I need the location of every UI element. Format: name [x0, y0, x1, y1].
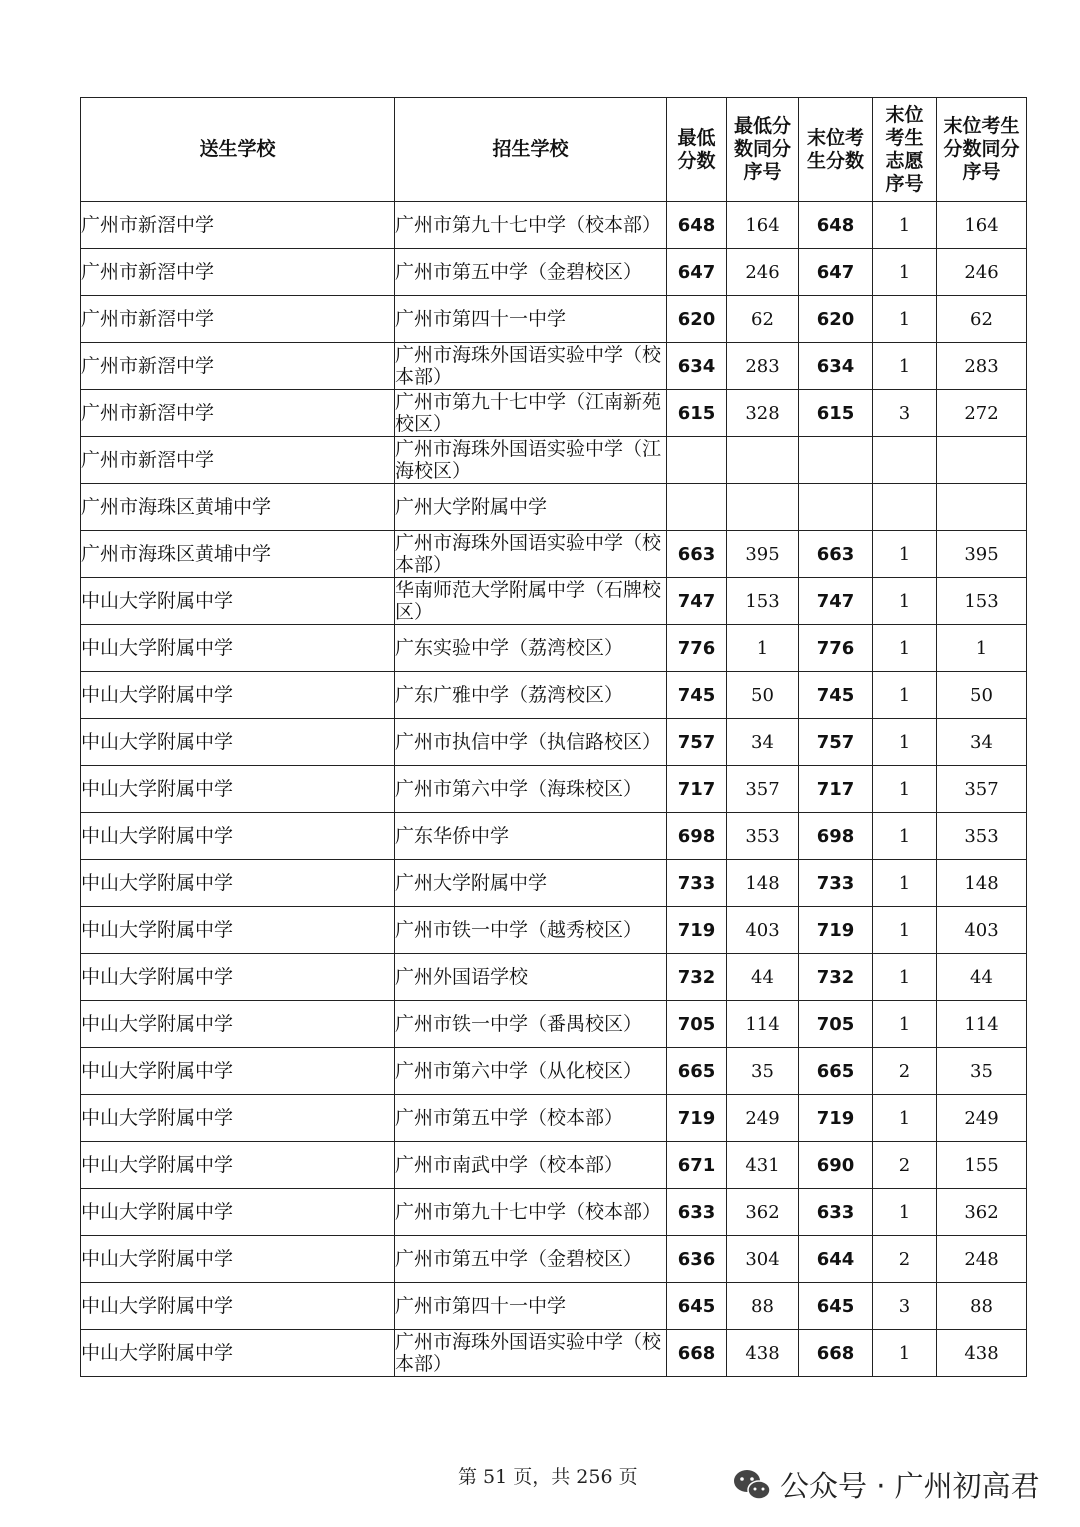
cell-min-score: 733	[667, 860, 727, 907]
cell-sending-school: 广州市新滘中学	[81, 390, 395, 437]
cell-min-score: 776	[667, 625, 727, 672]
cell-last-score: 717	[799, 766, 873, 813]
cell-enrolling-school: 广州外国语学校	[395, 954, 667, 1001]
cell-sending-school: 中山大学附属中学	[81, 1142, 395, 1189]
cell-sending-school: 中山大学附属中学	[81, 625, 395, 672]
header-min-score-tie-rank: 最低分数同分序号	[727, 98, 799, 202]
cell-last-choice-rank: 1	[873, 625, 937, 672]
cell-last-score: 663	[799, 531, 873, 578]
cell-min-score-tie-rank: 353	[727, 813, 799, 860]
table-row	[81, 1095, 1027, 1142]
cell-enrolling-school: 广州市铁一中学（番禺校区）	[395, 1001, 667, 1048]
cell-last-score-tie-rank: 357	[937, 766, 1027, 813]
cell-min-score: 665	[667, 1048, 727, 1095]
cell-enrolling-school: 广州市海珠外国语实验中学（校本部）	[395, 343, 667, 390]
cell-last-score: 747	[799, 578, 873, 625]
table-row	[81, 578, 1027, 625]
cell-enrolling-school: 广州市第六中学（海珠校区）	[395, 766, 667, 813]
table-row	[81, 1001, 1027, 1048]
cell-min-score: 634	[667, 343, 727, 390]
cell-last-choice-rank: 1	[873, 1001, 937, 1048]
cell-enrolling-school: 广东广雅中学（荔湾校区）	[395, 672, 667, 719]
cell-last-choice-rank: 2	[873, 1142, 937, 1189]
cell-min-score-tie-rank: 88	[727, 1283, 799, 1330]
cell-last-score-tie-rank: 148	[937, 860, 1027, 907]
cell-last-score: 647	[799, 249, 873, 296]
cell-sending-school: 中山大学附属中学	[81, 672, 395, 719]
cell-min-score-tie-rank: 431	[727, 1142, 799, 1189]
cell-last-score-tie-rank: 353	[937, 813, 1027, 860]
cell-min-score	[667, 484, 727, 531]
cell-last-score-tie-rank: 1	[937, 625, 1027, 672]
cell-min-score-tie-rank: 438	[727, 1330, 799, 1377]
cell-sending-school: 中山大学附属中学	[81, 1048, 395, 1095]
wechat-icon	[732, 1468, 772, 1502]
cell-min-score-tie-rank: 50	[727, 672, 799, 719]
cell-enrolling-school: 广州市第九十七中学（校本部）	[395, 1189, 667, 1236]
cell-last-score: 645	[799, 1283, 873, 1330]
table-row	[81, 766, 1027, 813]
table-row	[81, 907, 1027, 954]
cell-enrolling-school: 广东实验中学（荔湾校区）	[395, 625, 667, 672]
cell-last-score: 719	[799, 907, 873, 954]
cell-min-score-tie-rank	[727, 484, 799, 531]
cell-last-choice-rank: 1	[873, 719, 937, 766]
table-row	[81, 954, 1027, 1001]
cell-last-score-tie-rank: 62	[937, 296, 1027, 343]
cell-min-score: 633	[667, 1189, 727, 1236]
cell-min-score: 636	[667, 1236, 727, 1283]
cell-min-score-tie-rank	[727, 437, 799, 484]
cell-enrolling-school: 广州市第九十七中学（江南新苑校区）	[395, 390, 667, 437]
table-row	[81, 813, 1027, 860]
cell-last-score-tie-rank: 403	[937, 907, 1027, 954]
cell-sending-school: 广州市新滘中学	[81, 249, 395, 296]
cell-last-score: 615	[799, 390, 873, 437]
cell-last-choice-rank: 1	[873, 531, 937, 578]
table-row	[81, 1189, 1027, 1236]
cell-last-score: 732	[799, 954, 873, 1001]
cell-min-score-tie-rank: 304	[727, 1236, 799, 1283]
cell-last-choice-rank: 1	[873, 907, 937, 954]
cell-min-score-tie-rank: 34	[727, 719, 799, 766]
cell-last-score-tie-rank: 283	[937, 343, 1027, 390]
cell-sending-school: 中山大学附属中学	[81, 719, 395, 766]
cell-min-score: 668	[667, 1330, 727, 1377]
cell-last-choice-rank	[873, 484, 937, 531]
cell-min-score: 732	[667, 954, 727, 1001]
cell-sending-school: 中山大学附属中学	[81, 578, 395, 625]
table-row	[81, 249, 1027, 296]
cell-last-score: 665	[799, 1048, 873, 1095]
page-number: 第 51 页，共 256 页	[458, 1466, 638, 1488]
cell-min-score	[667, 437, 727, 484]
cell-last-score-tie-rank	[937, 437, 1027, 484]
table-row	[81, 1236, 1027, 1283]
cell-last-score-tie-rank: 164	[937, 202, 1027, 249]
cell-last-choice-rank: 3	[873, 1283, 937, 1330]
cell-last-score: 648	[799, 202, 873, 249]
cell-sending-school: 中山大学附属中学	[81, 1236, 395, 1283]
cell-last-score: 776	[799, 625, 873, 672]
cell-last-choice-rank: 1	[873, 860, 937, 907]
cell-min-score: 719	[667, 907, 727, 954]
cell-enrolling-school: 广州市南武中学（校本部）	[395, 1142, 667, 1189]
cell-last-score: 668	[799, 1330, 873, 1377]
admission-table	[80, 97, 1027, 1377]
cell-sending-school: 中山大学附属中学	[81, 766, 395, 813]
cell-last-score: 757	[799, 719, 873, 766]
cell-enrolling-school: 广州市海珠外国语实验中学（校本部）	[395, 531, 667, 578]
cell-last-score-tie-rank: 246	[937, 249, 1027, 296]
cell-min-score-tie-rank: 362	[727, 1189, 799, 1236]
table-row	[81, 1330, 1027, 1377]
cell-enrolling-school: 广州市海珠外国语实验中学（校本部）	[395, 1330, 667, 1377]
cell-last-choice-rank	[873, 437, 937, 484]
table-header	[81, 98, 1027, 202]
table-row	[81, 672, 1027, 719]
cell-sending-school: 广州市新滘中学	[81, 437, 395, 484]
cell-last-choice-rank: 3	[873, 390, 937, 437]
cell-last-score-tie-rank: 438	[937, 1330, 1027, 1377]
cell-sending-school: 中山大学附属中学	[81, 1283, 395, 1330]
cell-enrolling-school: 广州市海珠外国语实验中学（江海校区）	[395, 437, 667, 484]
cell-sending-school: 广州市新滘中学	[81, 202, 395, 249]
cell-sending-school: 广州市新滘中学	[81, 343, 395, 390]
cell-last-score: 644	[799, 1236, 873, 1283]
cell-enrolling-school: 广州大学附属中学	[395, 860, 667, 907]
cell-min-score-tie-rank: 283	[727, 343, 799, 390]
cell-min-score: 717	[667, 766, 727, 813]
cell-last-score-tie-rank: 248	[937, 1236, 1027, 1283]
header-last-score-tie-rank: 末位考生分数同分序号	[937, 98, 1027, 202]
cell-min-score-tie-rank: 35	[727, 1048, 799, 1095]
cell-min-score: 705	[667, 1001, 727, 1048]
cell-last-score: 733	[799, 860, 873, 907]
cell-enrolling-school: 广州市第四十一中学	[395, 1283, 667, 1330]
cell-min-score-tie-rank: 114	[727, 1001, 799, 1048]
cell-last-score: 620	[799, 296, 873, 343]
cell-min-score-tie-rank: 44	[727, 954, 799, 1001]
cell-last-score	[799, 437, 873, 484]
header-sending-school: 送生学校	[81, 98, 395, 202]
cell-last-choice-rank: 1	[873, 1095, 937, 1142]
cell-enrolling-school: 广州市第五中学（金碧校区）	[395, 249, 667, 296]
cell-last-score: 698	[799, 813, 873, 860]
cell-enrolling-school: 广州市铁一中学（越秀校区）	[395, 907, 667, 954]
cell-last-choice-rank: 2	[873, 1236, 937, 1283]
cell-min-score: 719	[667, 1095, 727, 1142]
header-last-score: 末位考生分数	[799, 98, 873, 202]
cell-min-score-tie-rank: 62	[727, 296, 799, 343]
table-row	[81, 531, 1027, 578]
cell-last-choice-rank: 1	[873, 202, 937, 249]
cell-min-score-tie-rank: 246	[727, 249, 799, 296]
cell-last-score-tie-rank: 362	[937, 1189, 1027, 1236]
table-row	[81, 719, 1027, 766]
cell-last-choice-rank: 1	[873, 672, 937, 719]
cell-min-score: 615	[667, 390, 727, 437]
cell-last-choice-rank: 1	[873, 343, 937, 390]
cell-last-choice-rank: 1	[873, 766, 937, 813]
cell-min-score-tie-rank: 249	[727, 1095, 799, 1142]
cell-last-score-tie-rank: 155	[937, 1142, 1027, 1189]
cell-last-choice-rank: 1	[873, 954, 937, 1001]
cell-enrolling-school: 广州市第四十一中学	[395, 296, 667, 343]
cell-min-score-tie-rank: 1	[727, 625, 799, 672]
watermark-text: 公众号 · 广州初高君	[780, 1469, 1040, 1503]
cell-min-score: 671	[667, 1142, 727, 1189]
cell-last-choice-rank: 1	[873, 296, 937, 343]
cell-last-choice-rank: 2	[873, 1048, 937, 1095]
cell-last-score: 719	[799, 1095, 873, 1142]
cell-sending-school: 广州市新滘中学	[81, 296, 395, 343]
cell-enrolling-school: 广州市执信中学（执信路校区）	[395, 719, 667, 766]
table-body	[81, 202, 1027, 1377]
cell-min-score-tie-rank: 403	[727, 907, 799, 954]
cell-sending-school: 中山大学附属中学	[81, 954, 395, 1001]
cell-min-score-tie-rank: 357	[727, 766, 799, 813]
cell-last-score-tie-rank: 395	[937, 531, 1027, 578]
table-row	[81, 1142, 1027, 1189]
cell-sending-school: 广州市海珠区黄埔中学	[81, 484, 395, 531]
cell-min-score: 698	[667, 813, 727, 860]
cell-min-score: 648	[667, 202, 727, 249]
table-row	[81, 1283, 1027, 1330]
cell-enrolling-school: 广东华侨中学	[395, 813, 667, 860]
cell-enrolling-school: 广州市第五中学（校本部）	[395, 1095, 667, 1142]
cell-last-score: 690	[799, 1142, 873, 1189]
cell-last-score-tie-rank	[937, 484, 1027, 531]
cell-last-score	[799, 484, 873, 531]
watermark	[732, 1464, 1040, 1505]
cell-last-score-tie-rank: 272	[937, 390, 1027, 437]
table-row	[81, 390, 1027, 437]
cell-min-score: 647	[667, 249, 727, 296]
cell-enrolling-school: 广州市第九十七中学（校本部）	[395, 202, 667, 249]
cell-min-score-tie-rank: 395	[727, 531, 799, 578]
cell-enrolling-school: 广州大学附属中学	[395, 484, 667, 531]
cell-last-score-tie-rank: 114	[937, 1001, 1027, 1048]
cell-last-score-tie-rank: 35	[937, 1048, 1027, 1095]
cell-last-score-tie-rank: 50	[937, 672, 1027, 719]
cell-min-score-tie-rank: 153	[727, 578, 799, 625]
cell-last-choice-rank: 1	[873, 249, 937, 296]
cell-sending-school: 中山大学附属中学	[81, 1189, 395, 1236]
cell-last-score-tie-rank: 249	[937, 1095, 1027, 1142]
cell-min-score: 663	[667, 531, 727, 578]
cell-min-score-tie-rank: 328	[727, 390, 799, 437]
cell-last-score-tie-rank: 44	[937, 954, 1027, 1001]
table-row	[81, 343, 1027, 390]
cell-last-score-tie-rank: 88	[937, 1283, 1027, 1330]
table-row	[81, 860, 1027, 907]
cell-last-score: 634	[799, 343, 873, 390]
cell-min-score: 645	[667, 1283, 727, 1330]
cell-sending-school: 广州市海珠区黄埔中学	[81, 531, 395, 578]
cell-min-score: 747	[667, 578, 727, 625]
cell-enrolling-school: 华南师范大学附属中学（石牌校区）	[395, 578, 667, 625]
table-row	[81, 1048, 1027, 1095]
cell-sending-school: 中山大学附属中学	[81, 1001, 395, 1048]
cell-min-score: 745	[667, 672, 727, 719]
cell-last-choice-rank: 1	[873, 578, 937, 625]
table-row	[81, 625, 1027, 672]
cell-sending-school: 中山大学附属中学	[81, 1095, 395, 1142]
header-last-choice-rank: 末位考生志愿序号	[873, 98, 937, 202]
cell-min-score: 757	[667, 719, 727, 766]
cell-last-score: 705	[799, 1001, 873, 1048]
cell-sending-school: 中山大学附属中学	[81, 860, 395, 907]
header-enrolling-school: 招生学校	[395, 98, 667, 202]
cell-min-score-tie-rank: 164	[727, 202, 799, 249]
cell-sending-school: 中山大学附属中学	[81, 1330, 395, 1377]
cell-sending-school: 中山大学附属中学	[81, 813, 395, 860]
cell-last-choice-rank: 1	[873, 813, 937, 860]
table-row	[81, 296, 1027, 343]
cell-min-score: 620	[667, 296, 727, 343]
table-row	[81, 202, 1027, 249]
cell-last-score-tie-rank: 34	[937, 719, 1027, 766]
cell-last-score: 633	[799, 1189, 873, 1236]
cell-last-choice-rank: 1	[873, 1330, 937, 1377]
cell-last-score: 745	[799, 672, 873, 719]
cell-enrolling-school: 广州市第五中学（金碧校区）	[395, 1236, 667, 1283]
cell-last-score-tie-rank: 153	[937, 578, 1027, 625]
cell-sending-school: 中山大学附属中学	[81, 907, 395, 954]
cell-enrolling-school: 广州市第六中学（从化校区）	[395, 1048, 667, 1095]
cell-last-choice-rank: 1	[873, 1189, 937, 1236]
table-row	[81, 484, 1027, 531]
cell-min-score-tie-rank: 148	[727, 860, 799, 907]
header-min-score: 最低分数	[667, 98, 727, 202]
table-row	[81, 437, 1027, 484]
